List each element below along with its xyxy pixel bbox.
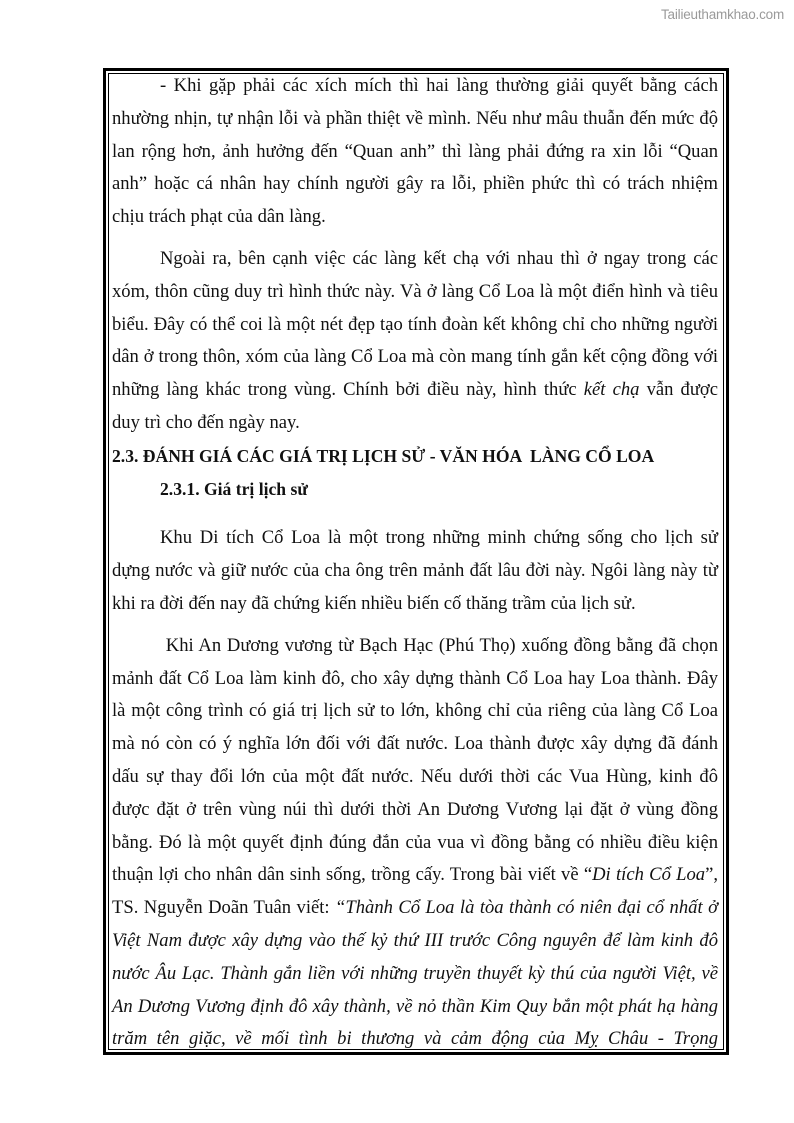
text: 2.3.1. Giá trị lịch sử [160,478,308,499]
text-line [112,103,718,136]
text-line [112,925,718,958]
italic-text: “Thành Cổ Loa là tòa thành có niên đại cổ nhất ở [335,897,718,919]
text-line [112,243,718,276]
text: mảnh đất Cổ Loa làm kinh đô, cho xây dựng thành Cổ Loa hay Loa thành. Đây [112,667,718,689]
text: dựng nước và giữ nước của cha ông trên mảnh đất lâu đời này. Ngôi làng này từ [112,560,718,582]
text-line [112,859,718,892]
text-line [112,168,718,201]
text: 2.3. ĐÁNH GIÁ CÁC GIÁ TRỊ LỊCH SỬ - VĂN HÓA LÀNG CỔ LOA [112,445,655,466]
text-line [112,341,718,374]
text: TS. Nguyễn Doãn Tuân viết: [112,897,336,919]
paragraph [112,630,718,1056]
text-line [112,958,718,991]
text-line [112,374,718,407]
text: nhường nhịn, tự nhận lỗi và phần thiệt về mình. Nếu như mâu thuẫn đến mức độ [112,107,718,129]
section-heading [112,440,718,473]
text-line [112,892,718,925]
text-line [112,440,718,473]
text: anh” hoặc cá nhân hay chính người gây ra lỗi, phiền phức thì có trách nhiệm [112,173,718,195]
text: Khu Di tích Cổ Loa là một trong những minh chứng sống cho lịch sử [160,527,718,549]
italic-text: An Dương Vương định đô xây thành, về nỏ thần Kim Quy bắn một phát hạ hàng [112,995,718,1017]
text-line [112,136,718,169]
text-line [112,201,718,234]
italic-text: trăm tên giặc, về mối tình bi thương và cảm động của Mỵ Châu - Trọng [112,1028,718,1050]
text-line [112,695,718,728]
text: lan rộng hơn, ảnh hưởng đến “Quan anh” thì làng phải đứng ra xin lỗi “Quan [112,140,718,162]
italic-text: Di tích Cổ Loa [592,864,706,886]
text: - Khi gặp phải các xích mích thì hai làng thường giải quyết bằng cách [160,75,718,96]
text-line [112,761,718,794]
text-line [112,407,718,440]
text: Khi An Dương vương từ Bạch Hạc (Phú Thọ) xuống đồng bằng đã chọn [160,634,718,656]
text: thuận lợi cho nhân dân sinh sống, trồng cấy. Trong bài viết về “ [112,864,593,886]
text-line [112,794,718,827]
text: khi ra đời đến nay đã chứng kiến nhiều biến cố thăng trầm của lịch sử. [112,592,636,614]
text-line [112,276,718,309]
text-line [112,663,718,696]
text: Ngoài ra, bên cạnh việc các làng kết chạ với nhau thì ở ngay trong các [160,247,718,269]
paragraph [112,243,718,440]
text: dấu sự thay đổi lớn của một đất nước. Nếu dưới thời các Vua Hùng, kinh đô [112,765,718,787]
text: duy trì cho đến ngày nay. [112,411,300,433]
text-line [112,991,718,1024]
text-line [112,70,718,103]
paragraph [112,522,718,620]
text-line [112,630,718,663]
document-body [112,70,718,1056]
text: bằng. Đó là một quyết định đúng đắn của vua vì đồng bằng có nhiều điều kiện [112,831,718,853]
text-line [112,473,718,506]
text-line [112,588,718,621]
text: những làng khác trong vùng. Chính bởi điều này, hình thức [112,379,584,401]
text: mà nó còn có ý nghĩa lớn đối với đất nước. Loa thành được xây dựng đã đánh [112,733,718,755]
text-line [112,827,718,860]
text-line [112,1023,718,1056]
italic-text: nước Âu Lạc. Thành gắn liền với những truyền thuyết kỳ thú của người Việt, về [112,962,718,984]
text-line [112,309,718,342]
text: là một công trình có giá trị lịch sử to lớn, không chỉ của riêng của làng Cổ Loa [112,700,718,722]
text: chịu trách phạt của dân làng. [112,206,326,228]
subsection-heading [112,473,718,506]
text: được đặt ở trên vùng núi thì dưới thời An Dương Vương lại đặt ở vùng đồng [112,798,718,820]
text-line [112,728,718,761]
text-line [112,555,718,588]
italic-text: kết chạ [583,379,640,401]
text: ”, [705,864,718,886]
italic-text: Việt Nam được xây dựng vào thế kỷ thứ III trước Công nguyên để làm kinh đô [112,929,718,951]
text: dân ở trong thôn, xóm của làng Cổ Loa mà còn mang tính gắn kết cộng đồng với [112,346,718,368]
text: xóm, thôn cũng duy trì hình thức này. Và ở làng Cổ Loa là một điển hình và tiêu [112,280,718,302]
paragraph [112,70,718,234]
text-line [112,522,718,555]
watermark-text: Tailieuthamkhao.com [660,7,784,22]
text: biểu. Đây có thể coi là một nét đẹp tạo tính đoàn kết không chỉ cho những người [112,313,718,335]
text: vẫn được [639,379,719,401]
